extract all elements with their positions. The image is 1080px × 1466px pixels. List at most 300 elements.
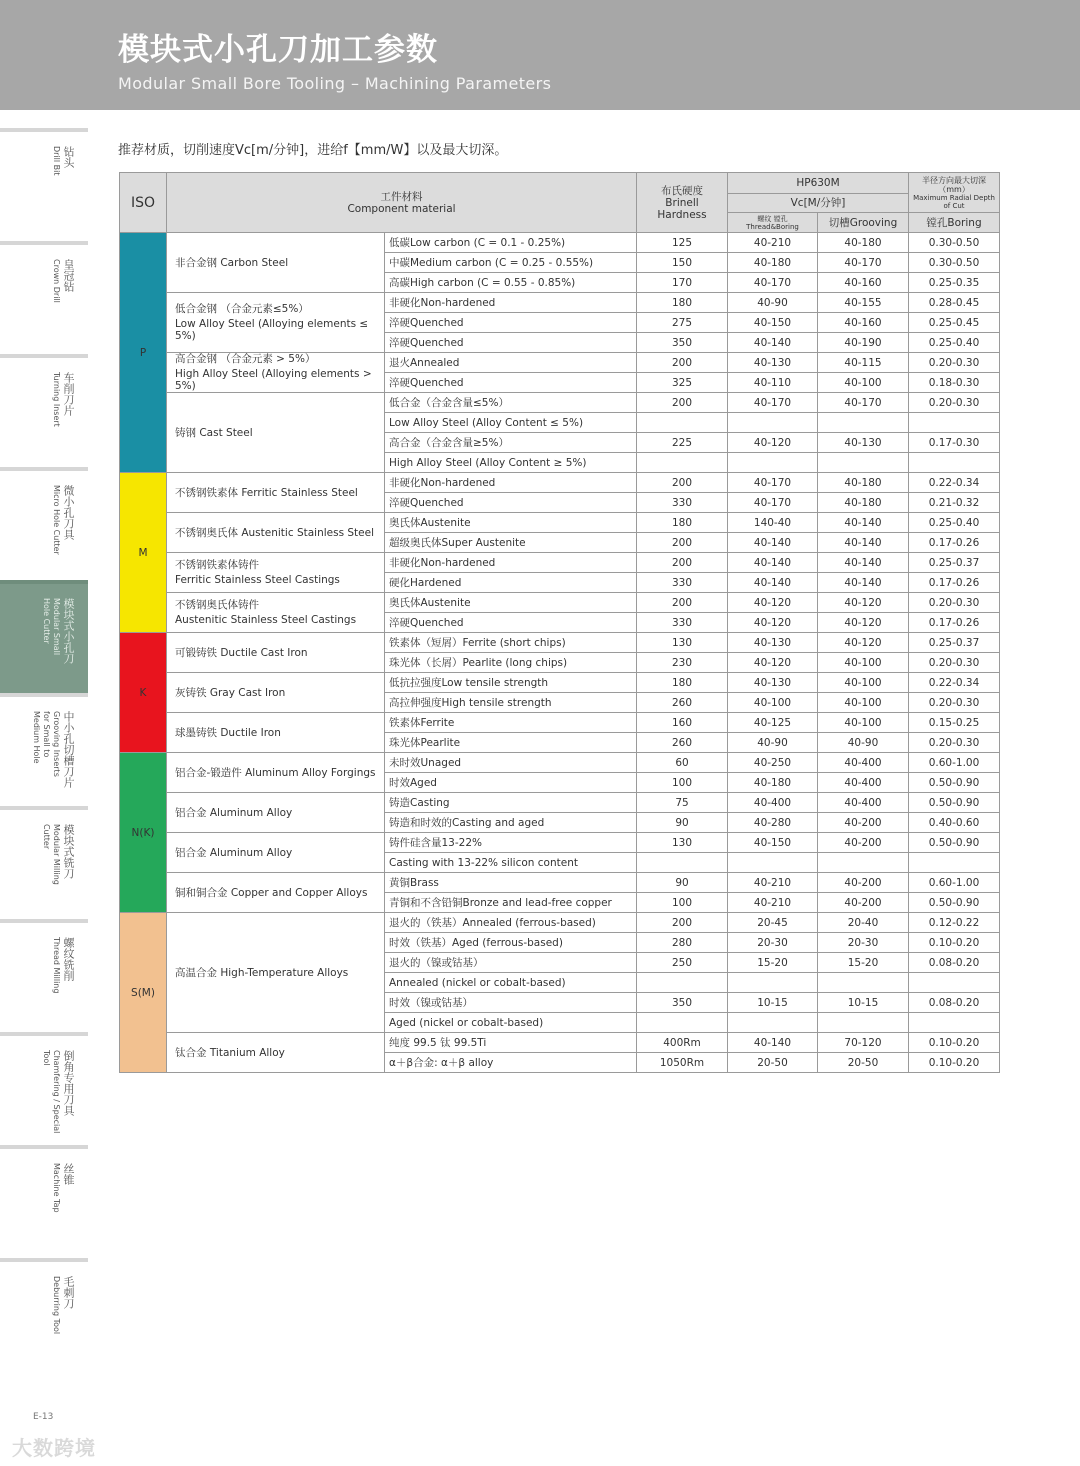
thread-boring-vc-cell: 40-400 xyxy=(728,793,818,813)
material-group-cell xyxy=(167,913,385,1033)
radial-depth-cell: 0.20-0.30 xyxy=(909,593,1000,613)
radial-depth-cell: 0.17-0.26 xyxy=(909,573,1000,593)
hardness-cell: 325 xyxy=(637,373,728,393)
grooving-vc-cell: 40-180 xyxy=(818,233,909,253)
radial-depth-cell: 0.12-0.22 xyxy=(909,913,1000,933)
radial-depth-cell: 0.20-0.30 xyxy=(909,353,1000,373)
grooving-vc-cell: 40-200 xyxy=(818,833,909,853)
hardness-cell: 250 xyxy=(637,953,728,973)
hardness-cell: 170 xyxy=(637,273,728,293)
material-group-cell xyxy=(167,873,385,913)
material-group-label: 高合金钢 （合金元素 > 5%） xyxy=(175,353,316,365)
page-number: E-13 xyxy=(33,1412,54,1422)
table-row xyxy=(120,793,1000,813)
radial-depth-cell: 0.25-0.40 xyxy=(909,513,1000,533)
thread-boring-vc-cell: 40-90 xyxy=(728,733,818,753)
sidebar-tab-label-en: Turning Insert xyxy=(52,372,61,427)
radial-depth-cell: 0.15-0.25 xyxy=(909,713,1000,733)
material-group-cell xyxy=(167,553,385,593)
sidebar-tab-label-cn: 丝锥 xyxy=(62,1163,75,1185)
material-group-cell xyxy=(167,1033,385,1073)
thread-boring-vc-cell: 40-140 xyxy=(728,333,818,353)
material-group-label: 不锈钢奥氏体铸件 xyxy=(175,599,259,611)
grooving-vc-cell: 15-20 xyxy=(818,953,909,973)
hardness-header xyxy=(637,173,728,233)
thread-boring-header-en: Thread&Boring xyxy=(746,222,799,231)
condition-cell: 退火的（镍或钴基） xyxy=(385,953,637,973)
sidebar-tab-label-cn: 微小孔刀具 xyxy=(62,485,75,540)
hardness-cell: 200 xyxy=(637,553,728,573)
radial-depth-cell: 0.25-0.37 xyxy=(909,553,1000,573)
thread-boring-vc-cell: 40-210 xyxy=(728,233,818,253)
table-row xyxy=(120,553,1000,573)
table-row xyxy=(120,233,1000,253)
condition-cell: 铸造Casting xyxy=(385,793,637,813)
condition-cell: Annealed (nickel or cobalt-based) xyxy=(385,973,637,993)
condition-cell: 铁素体Ferrite xyxy=(385,713,637,733)
grooving-vc-cell: 40-140 xyxy=(818,513,909,533)
thread-boring-vc-cell: 40-140 xyxy=(728,573,818,593)
radial-depth-cell: 0.25-0.45 xyxy=(909,313,1000,333)
hardness-cell: 280 xyxy=(637,933,728,953)
hardness-cell xyxy=(637,1013,728,1033)
condition-cell: 淬硬Quenched xyxy=(385,373,637,393)
sidebar-tab-label-en: Modular Small xyxy=(52,598,61,656)
thread-boring-vc-cell: 40-280 xyxy=(728,813,818,833)
condition-cell: 时效Aged xyxy=(385,773,637,793)
sidebar-tab[interactable] xyxy=(0,241,88,354)
radial-depth-cell: 0.22-0.34 xyxy=(909,473,1000,493)
sidebar-tab-label-en: Modular Milling xyxy=(52,824,61,885)
hardness-cell: 330 xyxy=(637,573,728,593)
sidebar-tab[interactable] xyxy=(0,580,88,693)
category-sidebar xyxy=(0,128,88,1371)
grooving-vc-cell: 40-115 xyxy=(818,353,909,373)
condition-cell: 高合金（合金含量≥5%） xyxy=(385,433,637,453)
table-row xyxy=(120,913,1000,933)
material-group-cell xyxy=(167,513,385,553)
table-row xyxy=(120,513,1000,533)
sidebar-tab-text xyxy=(44,485,75,580)
grooving-vc-cell: 40-100 xyxy=(818,693,909,713)
thread-boring-vc-cell: 40-120 xyxy=(728,653,818,673)
thread-boring-vc-cell: 40-130 xyxy=(728,633,818,653)
thread-boring-vc-cell: 20-30 xyxy=(728,933,818,953)
condition-cell: 珠光体Pearlite xyxy=(385,733,637,753)
grooving-vc-cell: 40-120 xyxy=(818,633,909,653)
thread-boring-vc-cell: 40-170 xyxy=(728,473,818,493)
sidebar-tab-label-en: Thread Milling xyxy=(52,937,61,994)
hardness-cell: 330 xyxy=(637,613,728,633)
hardness-cell: 1050Rm xyxy=(637,1053,728,1073)
table-row xyxy=(120,293,1000,313)
hardness-cell: 350 xyxy=(637,333,728,353)
grooving-vc-cell: 40-170 xyxy=(818,253,909,273)
grooving-vc-cell: 40-90 xyxy=(818,733,909,753)
hardness-cell: 60 xyxy=(637,753,728,773)
radial-depth-cell: 0.10-0.20 xyxy=(909,933,1000,953)
condition-cell: 奥氏体Austenite xyxy=(385,593,637,613)
hardness-cell: 200 xyxy=(637,393,728,413)
hardness-cell: 330 xyxy=(637,493,728,513)
grooving-vc-cell: 20-40 xyxy=(818,913,909,933)
watermark: 大数跨境 xyxy=(12,1436,96,1460)
grooving-vc-cell: 40-400 xyxy=(818,753,909,773)
condition-cell: Low Alloy Steel (Alloy Content ≤ 5%) xyxy=(385,413,637,433)
sidebar-tab-label-en: Chamfering / Special xyxy=(52,1050,61,1134)
sidebar-tab-text xyxy=(44,146,75,241)
hardness-cell: 160 xyxy=(637,713,728,733)
hardness-cell: 350 xyxy=(637,993,728,1013)
radial-depth-cell: 0.17-0.30 xyxy=(909,433,1000,453)
radial-depth-cell: 0.18-0.30 xyxy=(909,373,1000,393)
hardness-cell: 230 xyxy=(637,653,728,673)
material-header-en: Component material xyxy=(347,202,456,215)
hardness-cell: 260 xyxy=(637,733,728,753)
material-group-label: 高温合金 High-Temperature Alloys xyxy=(175,966,349,979)
condition-cell: 黄铜Brass xyxy=(385,873,637,893)
hardness-cell: 200 xyxy=(637,353,728,373)
hardness-cell: 180 xyxy=(637,513,728,533)
radial-depth-cell xyxy=(909,413,1000,433)
table-body xyxy=(120,233,1000,1073)
thread-boring-header xyxy=(728,213,818,233)
sidebar-tab[interactable] xyxy=(0,354,88,467)
radial-depth-cell: 0.25-0.40 xyxy=(909,333,1000,353)
hardness-cell: 200 xyxy=(637,913,728,933)
grooving-vc-cell xyxy=(818,413,909,433)
grooving-vc-cell: 40-200 xyxy=(818,813,909,833)
radial-depth-cell: 0.10-0.20 xyxy=(909,1033,1000,1053)
thread-boring-vc-cell: 20-50 xyxy=(728,1053,818,1073)
thread-boring-vc-cell: 40-120 xyxy=(728,613,818,633)
radial-depth-cell: 0.20-0.30 xyxy=(909,733,1000,753)
table-row xyxy=(120,633,1000,653)
thread-boring-vc-cell xyxy=(728,413,818,433)
material-group-label: 不锈钢奥氏体 Austenitic Stainless Steel xyxy=(175,526,375,539)
hardness-cell: 75 xyxy=(637,793,728,813)
sidebar-tab-label-cn: 钻头 xyxy=(62,146,75,168)
iso-header: ISO xyxy=(120,173,167,233)
hardness-cell: 100 xyxy=(637,893,728,913)
condition-cell: 珠光体（长屑）Pearlite (long chips) xyxy=(385,653,637,673)
material-group-label-en: Ferritic Stainless Steel Castings xyxy=(175,574,340,586)
thread-boring-vc-cell: 40-250 xyxy=(728,753,818,773)
thread-boring-vc-cell: 40-120 xyxy=(728,433,818,453)
sidebar-tab[interactable] xyxy=(0,467,88,580)
condition-cell: 时效（镍或钴基） xyxy=(385,993,637,1013)
hardness-cell: 400Rm xyxy=(637,1033,728,1053)
sidebar-tab[interactable] xyxy=(0,1145,88,1258)
material-group-cell xyxy=(167,473,385,513)
thread-boring-vc-cell: 40-150 xyxy=(728,833,818,853)
grooving-vc-cell: 10-15 xyxy=(818,993,909,1013)
thread-boring-vc-cell: 40-210 xyxy=(728,893,818,913)
hardness-cell: 200 xyxy=(637,473,728,493)
hardness-cell: 180 xyxy=(637,293,728,313)
thread-boring-vc-cell: 40-170 xyxy=(728,393,818,413)
radial-depth-cell: 0.17-0.26 xyxy=(909,533,1000,553)
condition-cell: 淬硬Quenched xyxy=(385,313,637,333)
radial-depth-cell: 0.60-1.00 xyxy=(909,753,1000,773)
sidebar-tab[interactable] xyxy=(0,1032,88,1145)
iso-group-cell: P xyxy=(120,233,167,473)
sidebar-tab-label-en: Grooving Inserts xyxy=(52,711,61,777)
condition-cell: 纯度 99.5 钛 99.5Ti xyxy=(385,1033,637,1053)
grooving-vc-cell: 40-120 xyxy=(818,593,909,613)
radial-depth-cell: 0.30-0.50 xyxy=(909,253,1000,273)
grooving-vc-cell: 40-190 xyxy=(818,333,909,353)
grooving-vc-cell: 40-120 xyxy=(818,613,909,633)
boring-header: 镗孔Boring xyxy=(909,213,1000,233)
sidebar-tab-label-cn: 倒角专用刀具 xyxy=(62,1050,75,1116)
hardness-cell: 200 xyxy=(637,533,728,553)
radial-depth-header xyxy=(909,173,1000,213)
grooving-vc-cell: 40-200 xyxy=(818,893,909,913)
radial-depth-cell: 0.20-0.30 xyxy=(909,693,1000,713)
sidebar-tab-label-en: Machine Tap xyxy=(52,1163,61,1213)
thread-boring-vc-cell: 40-140 xyxy=(728,533,818,553)
radial-depth-cell: 0.60-1.00 xyxy=(909,873,1000,893)
table-row xyxy=(120,873,1000,893)
condition-cell: High Alloy Steel (Alloy Content ≥ 5%) xyxy=(385,453,637,473)
hardness-cell: 90 xyxy=(637,873,728,893)
sidebar-tab-label-cn: 毛刺刀 xyxy=(62,1276,75,1309)
sidebar-tab[interactable] xyxy=(0,806,88,919)
condition-cell: 低合金（合金含量≤5%） xyxy=(385,393,637,413)
sidebar-tab-text xyxy=(42,1050,75,1145)
condition-cell: Casting with 13-22% silicon content xyxy=(385,853,637,873)
radial-depth-cell: 0.50-0.90 xyxy=(909,893,1000,913)
hardness-cell: 100 xyxy=(637,773,728,793)
table-row xyxy=(120,753,1000,773)
table-row xyxy=(120,473,1000,493)
sidebar-tab-text xyxy=(44,937,75,1032)
sidebar-tab-text xyxy=(44,259,75,354)
radial-depth-cell: 0.08-0.20 xyxy=(909,953,1000,973)
thread-boring-vc-cell: 40-210 xyxy=(728,873,818,893)
thread-boring-header-cn: 螺纹 镗孔 xyxy=(757,214,788,223)
hardness-cell: 275 xyxy=(637,313,728,333)
condition-cell: 高碳High carbon (C = 0.55 - 0.85%) xyxy=(385,273,637,293)
sidebar-tab-label-en: Cutter xyxy=(42,824,51,850)
grooving-vc-cell: 40-170 xyxy=(818,393,909,413)
material-group-label: 可锻铸铁 Ductile Cast Iron xyxy=(175,646,308,659)
sidebar-tab-text xyxy=(44,1276,75,1371)
material-group-label: 铝合金 Aluminum Alloy xyxy=(175,846,293,859)
thread-boring-vc-cell: 40-90 xyxy=(728,293,818,313)
sidebar-tab-text xyxy=(44,1163,75,1258)
grooving-vc-cell: 40-100 xyxy=(818,373,909,393)
vc-header: Vc[M/分钟] xyxy=(728,194,909,213)
material-group-cell xyxy=(167,673,385,713)
radial-depth-cell: 0.20-0.30 xyxy=(909,393,1000,413)
radial-depth-cell: 0.50-0.90 xyxy=(909,833,1000,853)
sidebar-tab-text xyxy=(32,711,75,806)
sidebar-tab-label-en: Drill Bit xyxy=(52,146,61,176)
material-group-cell xyxy=(167,293,385,353)
hardness-cell: 130 xyxy=(637,833,728,853)
material-group-label: 不锈钢铁素体 Ferritic Stainless Steel xyxy=(175,486,358,499)
iso-group-cell: S(M) xyxy=(120,913,167,1073)
sidebar-tab-label-en: for Small to xyxy=(42,711,51,758)
thread-boring-vc-cell xyxy=(728,973,818,993)
radial-depth-cell: 0.40-0.60 xyxy=(909,813,1000,833)
condition-cell: 非硬化Non-hardened xyxy=(385,553,637,573)
material-group-label-en: High Alloy Steel (Alloying elements > 5%) xyxy=(175,368,372,392)
material-group-label: 灰铸铁 Gray Cast Iron xyxy=(175,686,286,699)
thread-boring-vc-cell: 15-20 xyxy=(728,953,818,973)
page-title: 模块式小孔刀加工参数 xyxy=(118,32,438,68)
sidebar-tab[interactable] xyxy=(0,919,88,1032)
condition-cell: 中碳Medium carbon (C = 0.25 - 0.55%) xyxy=(385,253,637,273)
table-row xyxy=(120,593,1000,613)
hardness-cell: 225 xyxy=(637,433,728,453)
thread-boring-vc-cell xyxy=(728,453,818,473)
sidebar-tab-label-en: Micro Hole Cutter xyxy=(52,485,61,555)
table-row xyxy=(120,833,1000,853)
sidebar-tab-label-en: Crown Drill xyxy=(52,259,61,303)
condition-cell: 退火Annealed xyxy=(385,353,637,373)
material-header-cn: 工件材料 xyxy=(380,190,423,203)
condition-cell: 时效（铁基）Aged (ferrous-based) xyxy=(385,933,637,953)
radial-depth-cell: 0.22-0.34 xyxy=(909,673,1000,693)
radial-depth-cell: 0.21-0.32 xyxy=(909,493,1000,513)
material-group-label: 铝合金 Aluminum Alloy xyxy=(175,806,293,819)
hardness-cell xyxy=(637,453,728,473)
grooving-vc-cell xyxy=(818,453,909,473)
thread-boring-vc-cell: 40-130 xyxy=(728,353,818,373)
thread-boring-vc-cell: 40-100 xyxy=(728,693,818,713)
condition-cell: Aged (nickel or cobalt-based) xyxy=(385,1013,637,1033)
product-header: HP630M xyxy=(728,173,909,194)
material-group-label-en: Low Alloy Steel (Alloying elements ≤ 5%) xyxy=(175,318,369,342)
sidebar-tab-label-en: Deburring Tool xyxy=(52,1276,61,1335)
hardness-header-en: Brinell Hardness xyxy=(657,196,707,221)
machining-parameters-table xyxy=(119,172,1000,1073)
material-group-cell xyxy=(167,793,385,833)
hardness-cell: 90 xyxy=(637,813,728,833)
thread-boring-vc-cell: 40-125 xyxy=(728,713,818,733)
thread-boring-vc-cell: 40-110 xyxy=(728,373,818,393)
hardness-cell: 180 xyxy=(637,673,728,693)
condition-cell: 铁素体（短屑）Ferrite (short chips) xyxy=(385,633,637,653)
material-group-cell xyxy=(167,833,385,873)
hardness-header-cn: 布氏硬度 xyxy=(661,184,703,197)
radial-depth-cell: 0.30-0.50 xyxy=(909,233,1000,253)
sidebar-tab-text xyxy=(42,824,75,919)
condition-cell: 青铜和不含铅铜Bronze and lead-free copper xyxy=(385,893,637,913)
material-group-label: 低合金钢 （合金元素≤5%） xyxy=(175,303,309,315)
condition-cell: 非硬化Non-hardened xyxy=(385,293,637,313)
material-group-cell xyxy=(167,713,385,753)
thread-boring-vc-cell: 40-170 xyxy=(728,273,818,293)
hardness-cell: 125 xyxy=(637,233,728,253)
thread-boring-vc-cell: 40-140 xyxy=(728,553,818,573)
grooving-vc-cell: 40-140 xyxy=(818,573,909,593)
sidebar-tab[interactable] xyxy=(0,693,88,806)
thread-boring-vc-cell: 140-40 xyxy=(728,513,818,533)
material-group-cell xyxy=(167,233,385,293)
hardness-cell: 200 xyxy=(637,593,728,613)
condition-cell: 高拉伸强度High tensile strength xyxy=(385,693,637,713)
grooving-vc-cell: 40-155 xyxy=(818,293,909,313)
sidebar-tab-label-en: Medium Hole xyxy=(32,711,41,764)
radial-depth-cell: 0.25-0.35 xyxy=(909,273,1000,293)
material-group-label: 铸钢 Cast Steel xyxy=(175,426,253,439)
material-group-label: 铜和铜合金 Copper and Copper Alloys xyxy=(175,886,368,899)
condition-cell: 淬硬Quenched xyxy=(385,333,637,353)
grooving-vc-cell: 40-100 xyxy=(818,653,909,673)
sidebar-tab[interactable] xyxy=(0,1258,88,1371)
grooving-vc-cell: 70-120 xyxy=(818,1033,909,1053)
radial-depth-cell xyxy=(909,453,1000,473)
table-row xyxy=(120,713,1000,733)
sidebar-tab-label-cn: 螺纹铣削 xyxy=(62,937,75,981)
material-group-label-en: Austenitic Stainless Steel Castings xyxy=(175,614,357,626)
sidebar-tab[interactable] xyxy=(0,128,88,241)
thread-boring-vc-cell: 40-170 xyxy=(728,493,818,513)
condition-cell: 低碳Low carbon (C = 0.1 - 0.25%) xyxy=(385,233,637,253)
radial-depth-cell: 0.10-0.20 xyxy=(909,1053,1000,1073)
radial-depth-cell xyxy=(909,973,1000,993)
condition-cell: 奥氏体Austenite xyxy=(385,513,637,533)
grooving-vc-cell: 40-180 xyxy=(818,473,909,493)
material-group-cell xyxy=(167,753,385,793)
table-row xyxy=(120,673,1000,693)
grooving-vc-cell: 40-140 xyxy=(818,533,909,553)
radial-depth-cell: 0.25-0.37 xyxy=(909,633,1000,653)
material-header xyxy=(167,173,637,233)
grooving-vc-cell: 40-180 xyxy=(818,493,909,513)
radial-depth-cell: 0.28-0.45 xyxy=(909,293,1000,313)
material-group-label: 不锈钢铁素体铸件 xyxy=(175,559,259,571)
condition-cell: 低抗拉强度Low tensile strength xyxy=(385,673,637,693)
thread-boring-vc-cell: 20-45 xyxy=(728,913,818,933)
grooving-vc-cell: 40-160 xyxy=(818,273,909,293)
grooving-vc-cell: 40-160 xyxy=(818,313,909,333)
grooving-vc-cell: 20-50 xyxy=(818,1053,909,1073)
radial-depth-header-en: Maximum Radial Depth of Cut xyxy=(913,193,995,210)
material-group-label: 铝合金-锻造件 Aluminum Alloy Forgings xyxy=(175,766,376,779)
thread-boring-vc-cell xyxy=(728,853,818,873)
table-row xyxy=(120,393,1000,413)
page-header xyxy=(0,0,1080,110)
sidebar-tab-label-en: Hole Cutter xyxy=(42,598,51,644)
condition-cell: 铸件硅含量13-22% xyxy=(385,833,637,853)
sidebar-tab-label-cn: 中小孔切槽刀片 xyxy=(62,711,75,788)
condition-cell: 未时效Unaged xyxy=(385,753,637,773)
condition-cell: 超级奥氏体Super Austenite xyxy=(385,533,637,553)
sidebar-tab-label-cn: 皇冠钻 xyxy=(62,259,75,292)
hardness-cell xyxy=(637,413,728,433)
condition-cell: 铸造和时效的Casting and aged xyxy=(385,813,637,833)
table-row xyxy=(120,1033,1000,1053)
radial-depth-cell xyxy=(909,1013,1000,1033)
hardness-cell xyxy=(637,853,728,873)
hardness-cell: 130 xyxy=(637,633,728,653)
thread-boring-vc-cell: 40-150 xyxy=(728,313,818,333)
sidebar-tab-label-cn: 模块式铣刀 xyxy=(62,824,75,879)
radial-depth-cell: 0.50-0.90 xyxy=(909,773,1000,793)
radial-depth-cell: 0.17-0.26 xyxy=(909,613,1000,633)
grooving-vc-cell xyxy=(818,853,909,873)
grooving-vc-cell: 40-400 xyxy=(818,773,909,793)
grooving-vc-cell xyxy=(818,973,909,993)
hardness-cell: 150 xyxy=(637,253,728,273)
material-group-cell xyxy=(167,353,385,393)
condition-cell: 非硬化Non-hardened xyxy=(385,473,637,493)
